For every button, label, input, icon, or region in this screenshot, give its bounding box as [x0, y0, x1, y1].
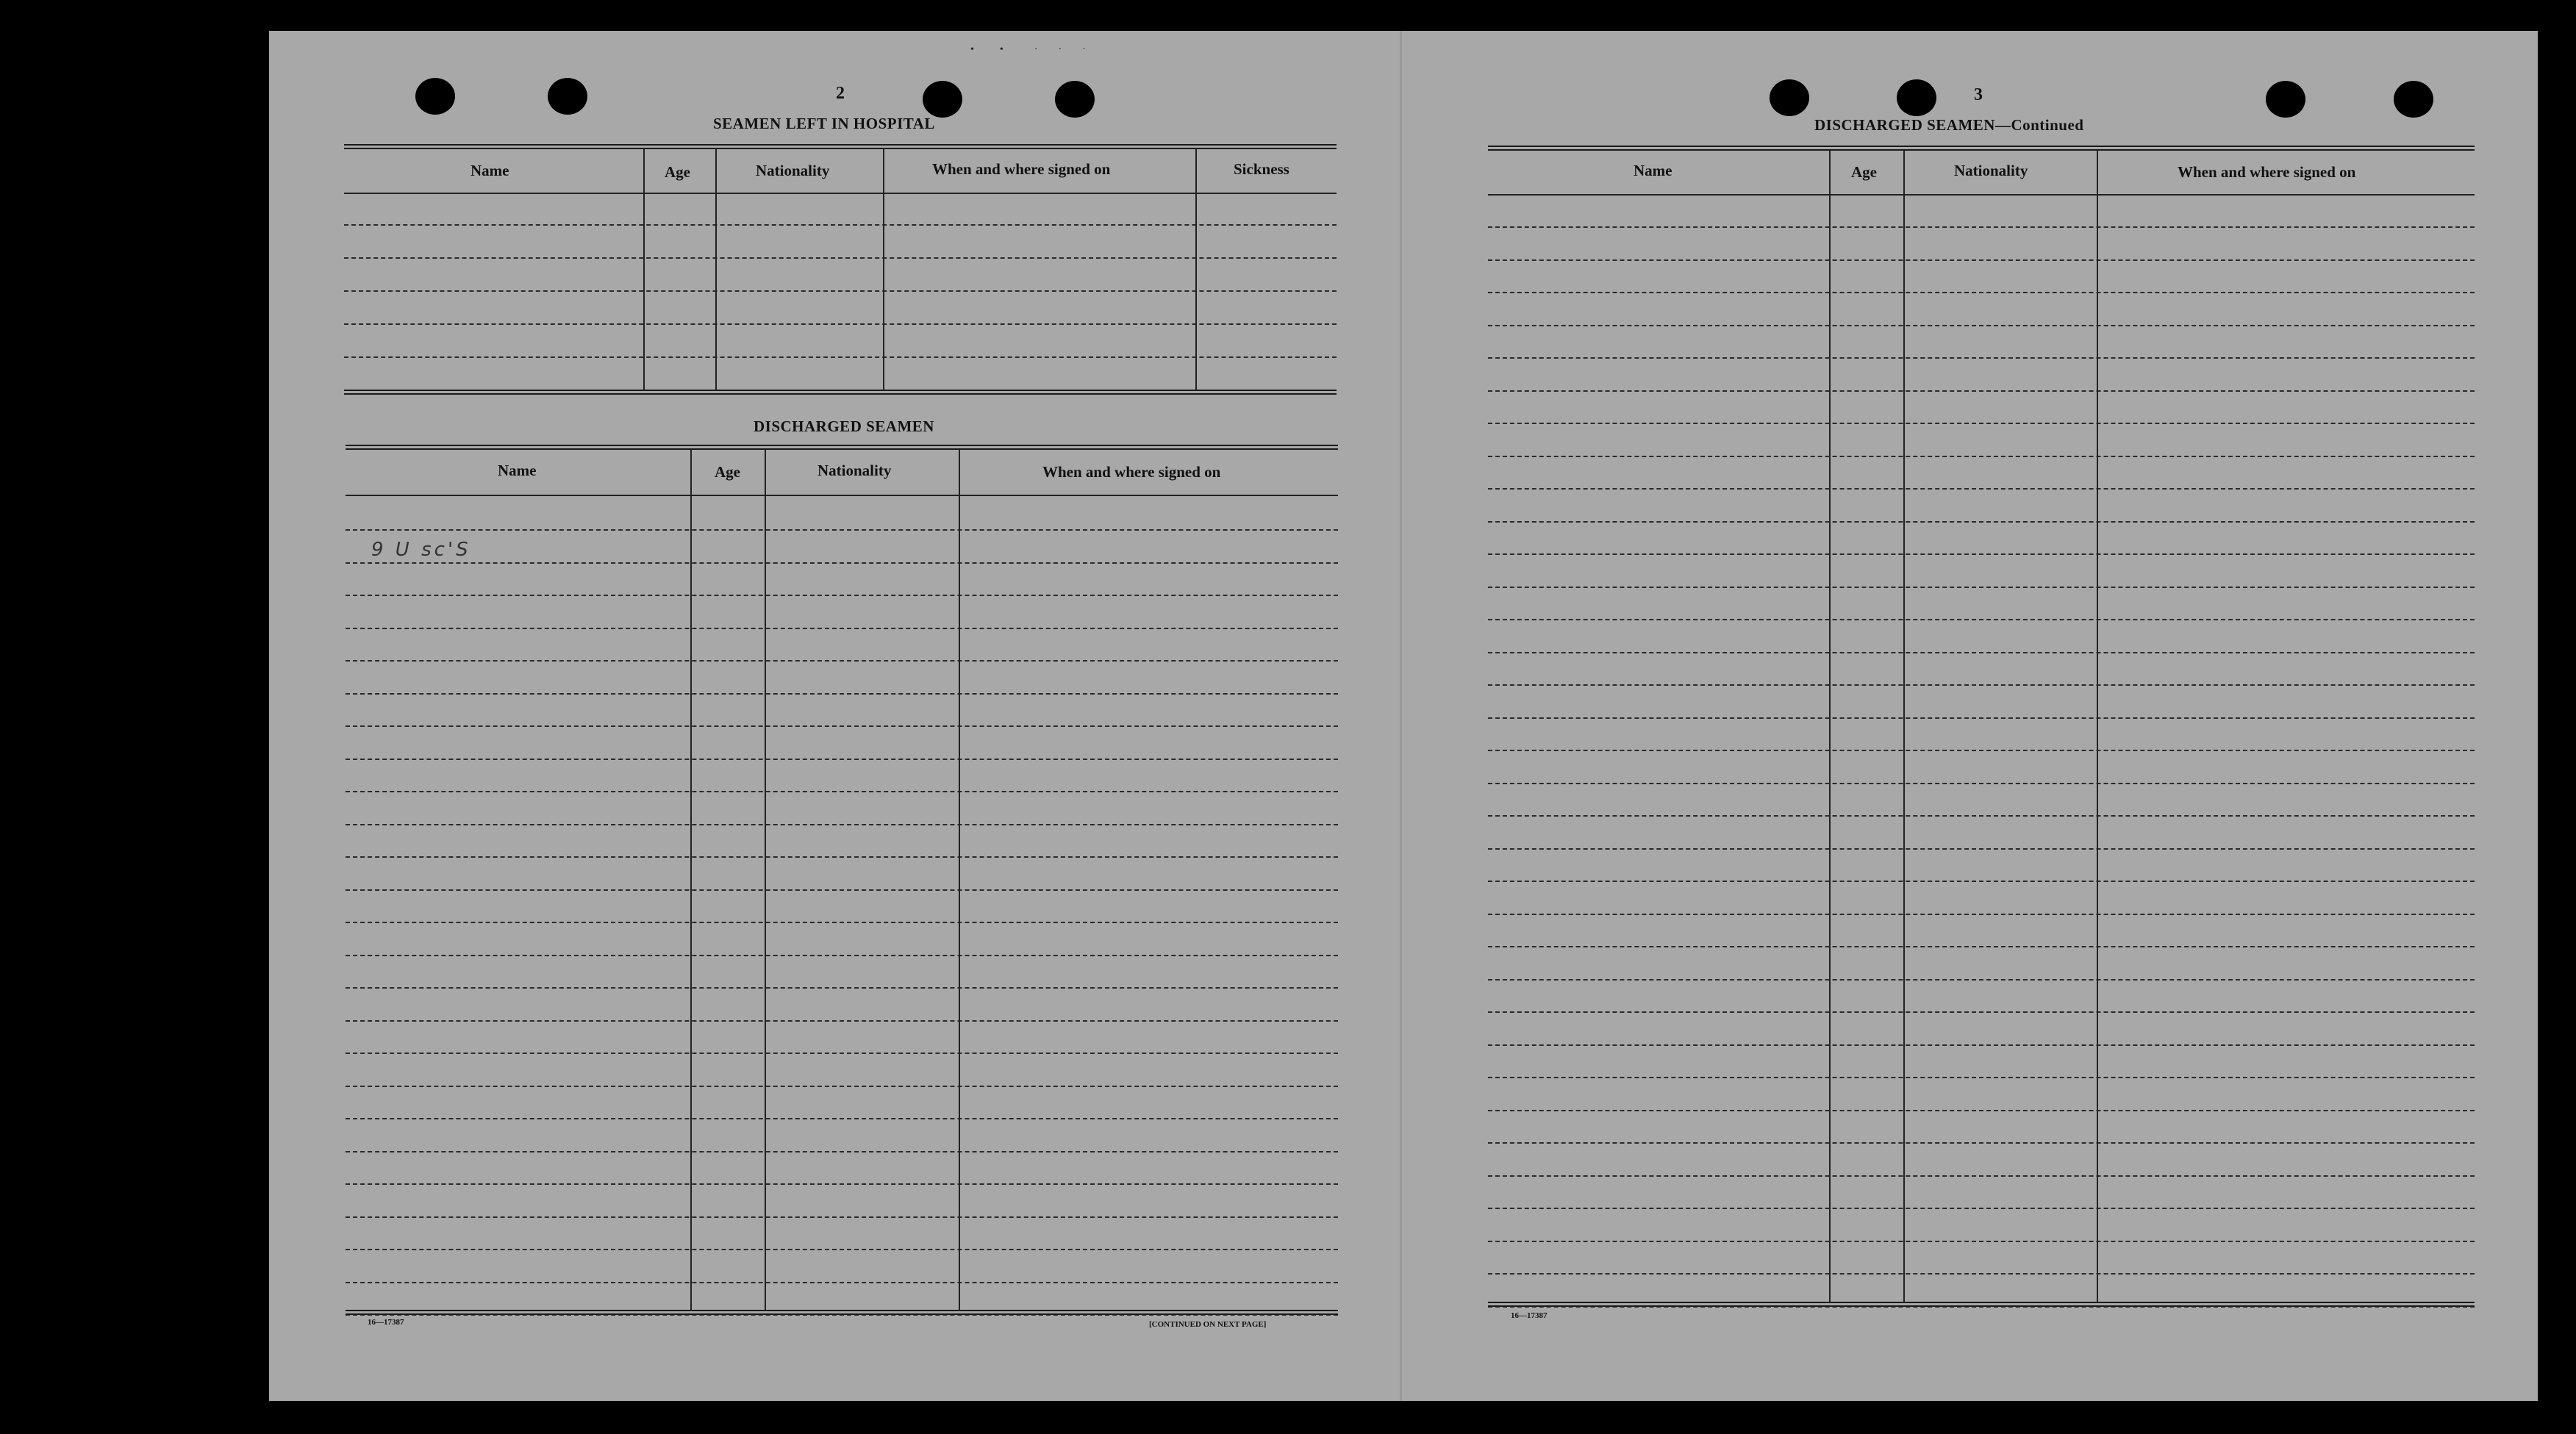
ledger-line [346, 595, 1338, 596]
ledger-line [1488, 1110, 2475, 1111]
ledger-line [1488, 292, 2475, 293]
binder-hole [2266, 81, 2305, 118]
title-suffix: —Continued [1994, 116, 2084, 134]
ledger-line [346, 725, 1338, 727]
ledger-line [346, 987, 1338, 989]
ledger-line [1488, 587, 2475, 588]
ledger-line [1488, 881, 2475, 882]
page-number: 2 [836, 84, 845, 103]
ledger-line [1488, 1241, 2475, 1242]
binder-hole [1770, 79, 1809, 116]
ledger-line [1488, 848, 2475, 850]
ledger-line [346, 529, 1338, 531]
ledger-line [1488, 914, 2475, 915]
ledger-line [1488, 1044, 2475, 1046]
binder-hole [1055, 81, 1095, 118]
column-header-nationality: Nationality [1954, 162, 2028, 179]
section-title-discharged-continued [1814, 116, 2083, 135]
ledger-line [1488, 325, 2475, 326]
ledger-line [346, 791, 1338, 792]
ledger-line [346, 562, 1338, 564]
column-header-age: Age [1851, 163, 1877, 181]
binder-hole [415, 78, 455, 115]
section-title-hospital: SEAMEN LEFT IN HOSPITAL [713, 115, 935, 132]
ledger-line [346, 1053, 1338, 1054]
binder-hole [923, 81, 962, 118]
right-page [1401, 31, 2538, 1401]
ledger-line [1488, 488, 2475, 490]
ledger-line [346, 1216, 1338, 1218]
ledger-line [1488, 423, 2475, 424]
ledger-line [1488, 1302, 2475, 1307]
column-header-sickness: Sickness [1234, 160, 1289, 178]
binder-hole [548, 78, 587, 115]
ledger-line [346, 1183, 1338, 1185]
ledger-line [1488, 1077, 2475, 1078]
column-header-signed-on: When and where signed on [1042, 463, 1221, 481]
column-header-signed-on: When and where signed on [2178, 163, 2356, 181]
ledger-line [346, 922, 1338, 923]
ledger-line [346, 955, 1338, 956]
ledger-line [346, 1310, 1338, 1315]
page-number: 3 [1974, 85, 1983, 104]
ledger-line [346, 1020, 1338, 1022]
paper-specks: • • · · · [970, 44, 1086, 55]
column-header-nationality: Nationality [817, 462, 892, 479]
ledger-line [1488, 619, 2475, 620]
column-header-age: Age [715, 463, 740, 481]
ledger-line [1488, 259, 2475, 261]
ledger-line [1488, 1011, 2475, 1013]
binder-hole [2394, 81, 2433, 118]
left-page [269, 31, 1401, 1401]
ledger-line [346, 1118, 1338, 1119]
ledger-line [1488, 750, 2475, 751]
ledger-line [1488, 783, 2475, 784]
column-header-name: Name [498, 462, 537, 479]
ledger-line [1488, 521, 2475, 523]
ledger-line [1488, 390, 2475, 392]
ledger-line [1488, 456, 2475, 457]
form-number: 16—17387 [1511, 1311, 1548, 1320]
ledger-line [1488, 1208, 2475, 1209]
page-fold [1400, 31, 1402, 1401]
ledger-line [346, 1086, 1338, 1087]
ledger-line [1488, 652, 2475, 653]
column-header-age: Age [665, 163, 690, 181]
ledger-line [346, 824, 1338, 825]
ledger-line [1488, 946, 2475, 947]
column-header-signed-on: When and where signed on [932, 160, 1111, 178]
section-title-discharged: DISCHARGED SEAMEN [754, 417, 934, 435]
handwritten-entry: 9 U sc'S [371, 539, 471, 561]
ledger-line [346, 693, 1338, 695]
ledger-line [1488, 1142, 2475, 1144]
ledger-line [1488, 1273, 2475, 1275]
column-header-name: Name [1634, 162, 1672, 179]
binder-hole [1897, 79, 1936, 116]
form-number: 16—17387 [368, 1318, 404, 1327]
ledger-line [346, 889, 1338, 891]
ledger-line [1488, 226, 2475, 228]
ledger-line [1488, 979, 2475, 981]
title-main: DISCHARGED SEAMEN [1814, 116, 1995, 134]
ledger-line [1488, 357, 2475, 359]
ledger-line [346, 1282, 1338, 1283]
ledger-line [1488, 684, 2475, 686]
ledger-line [1488, 815, 2475, 817]
column-header-name: Name [471, 162, 509, 179]
continued-note: [CONTINUED ON NEXT PAGE] [1149, 1320, 1267, 1329]
ledger-line [346, 856, 1338, 858]
ledger-line [1488, 1175, 2475, 1177]
ledger-line [346, 1249, 1338, 1250]
column-header-nationality: Nationality [756, 162, 830, 179]
ledger-line [346, 1151, 1338, 1152]
ledger-line [1488, 717, 2475, 719]
ledger-line [346, 660, 1338, 662]
ledger-line [1488, 553, 2475, 555]
ledger-line [346, 628, 1338, 629]
ledger-line [346, 759, 1338, 760]
